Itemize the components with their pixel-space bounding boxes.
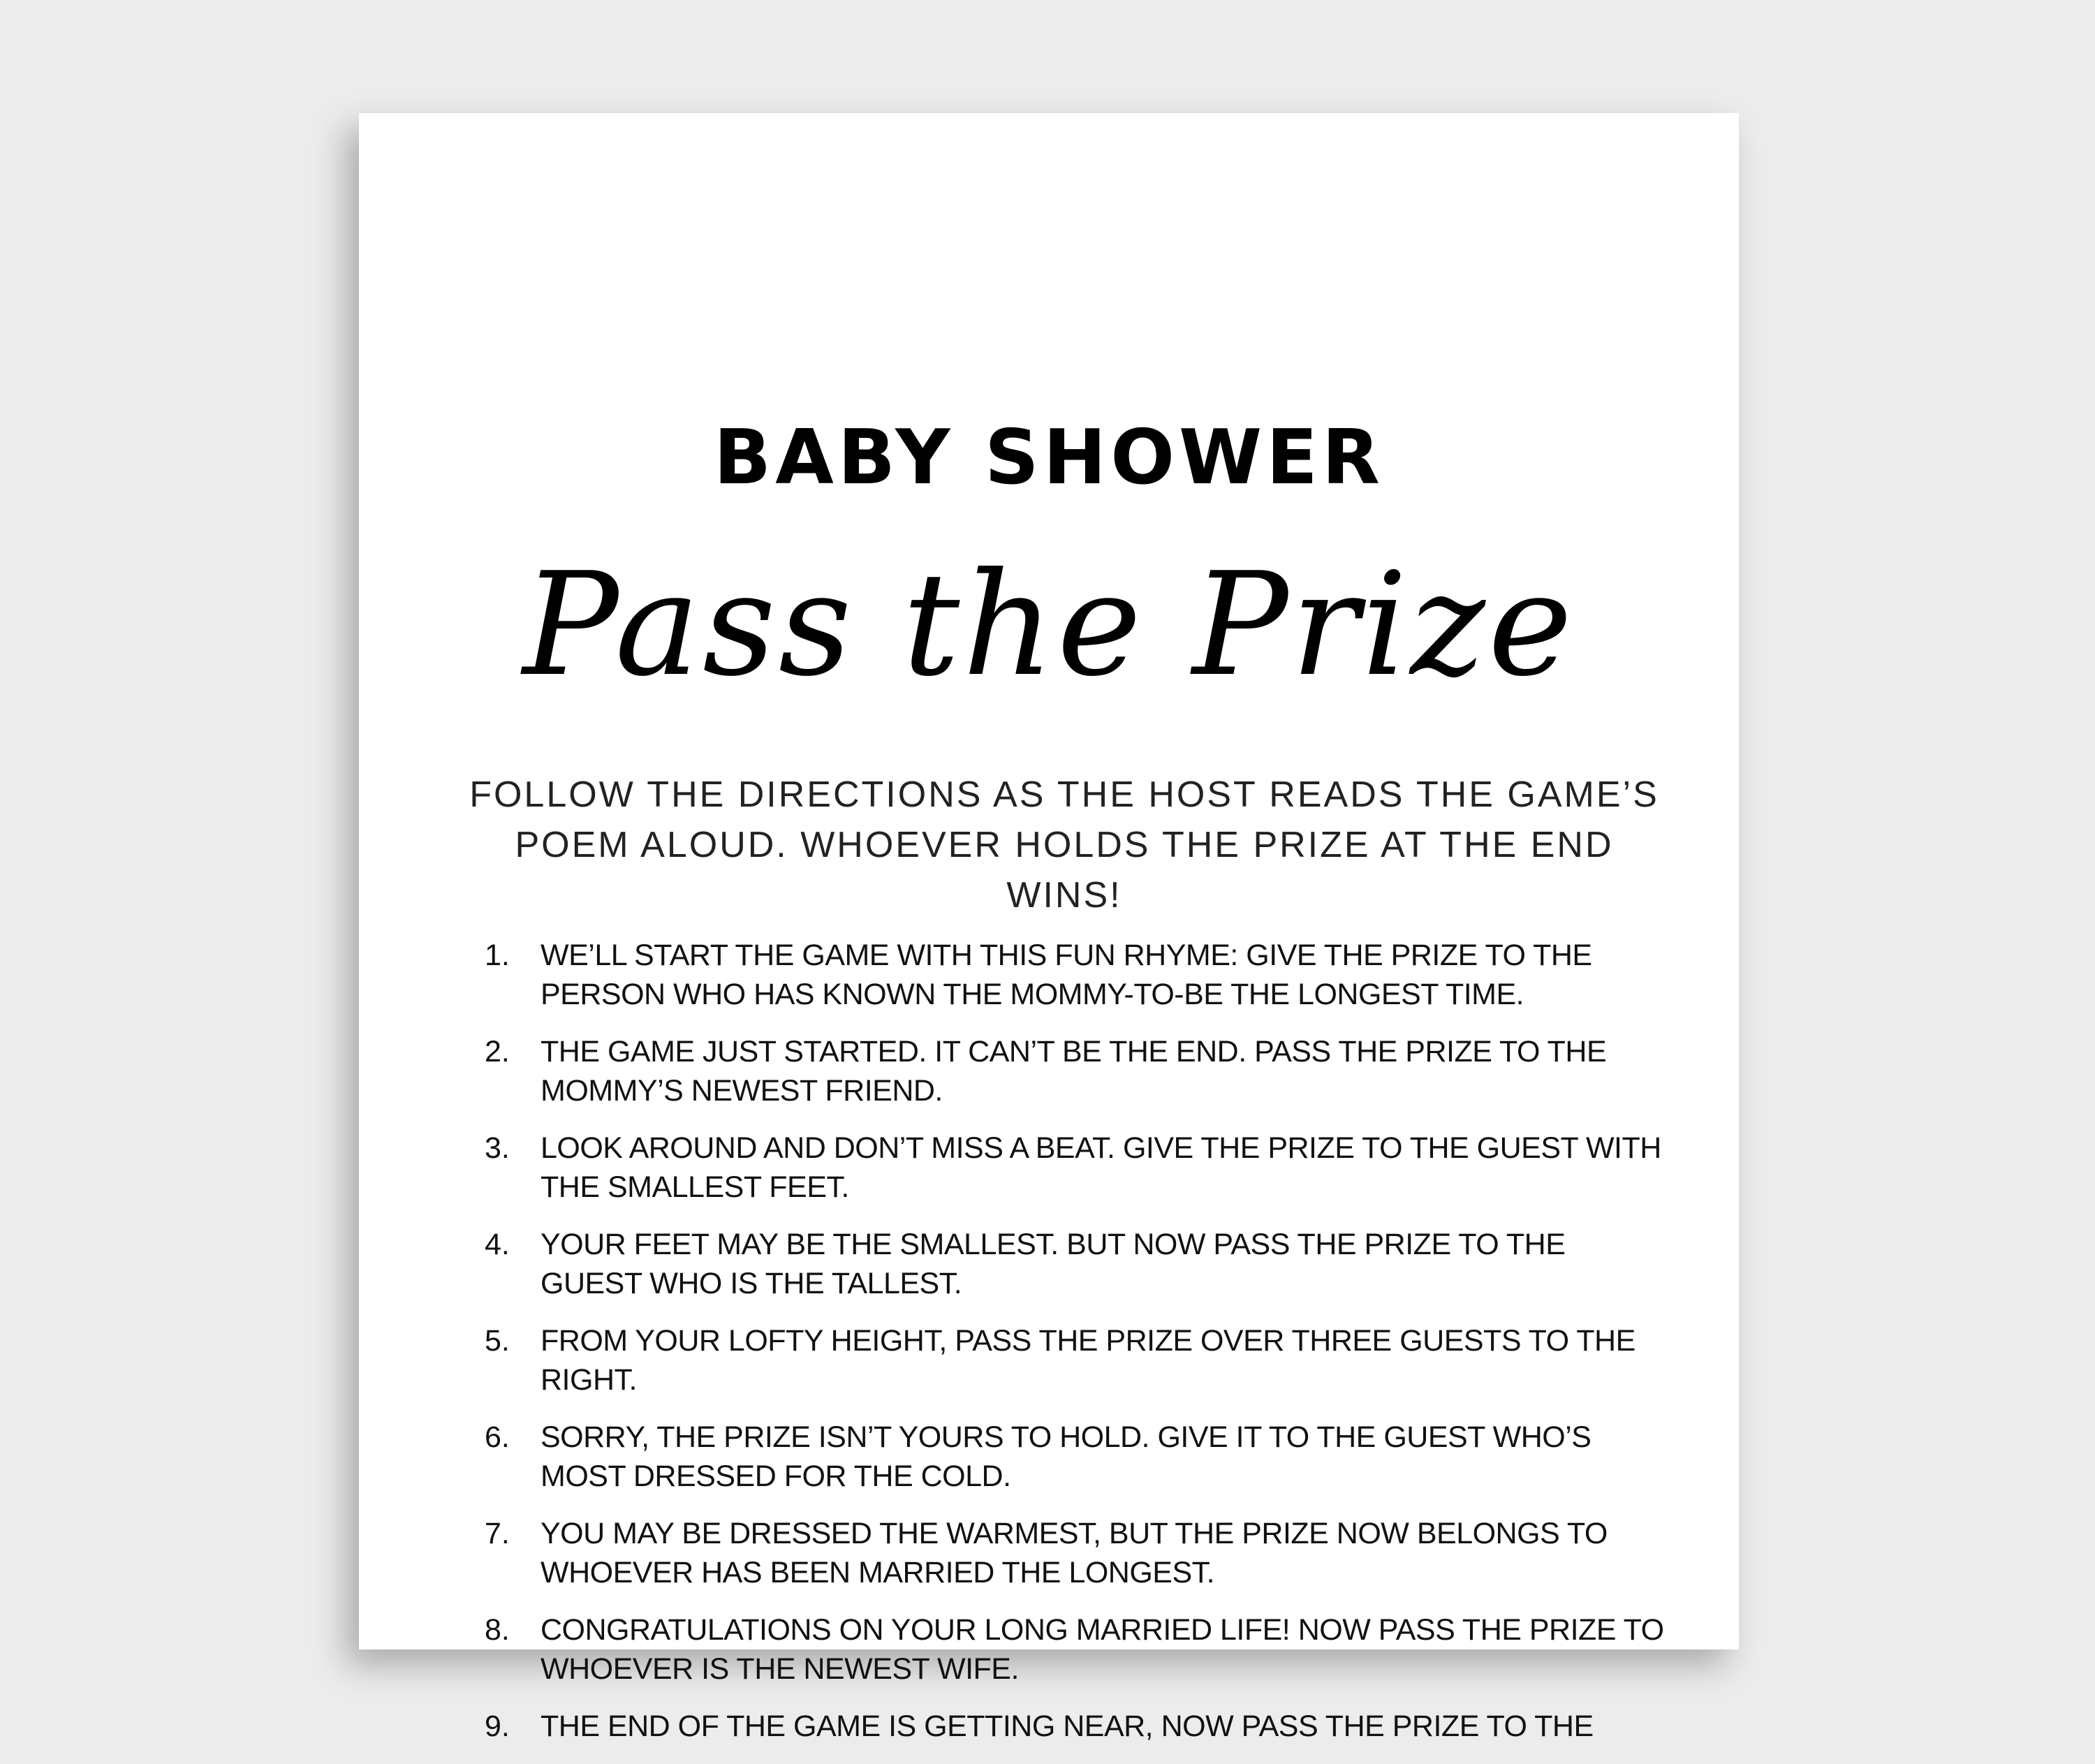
step-text: THE END OF THE GAME IS GETTING NEAR, NOW PASS THE PRIZE TO THE bbox=[541, 1710, 1594, 1743]
intro-line-1: FOLLOW THE DIRECTIONS AS THE HOST READS THE GAME’S bbox=[469, 774, 1659, 815]
step-number: 9. bbox=[485, 1710, 510, 1743]
list-item bbox=[485, 936, 1672, 1014]
step-number: 8. bbox=[485, 1613, 510, 1647]
list-item bbox=[485, 1418, 1672, 1496]
step-text: FROM YOUR LOFTY HEIGHT, PASS THE PRIZE OVER THREE GUESTS TO THE RIGHT. bbox=[541, 1324, 1635, 1397]
page-title: Pass the Prize bbox=[522, 543, 1575, 708]
step-number: 5. bbox=[485, 1324, 510, 1358]
steps-list bbox=[485, 936, 1672, 1764]
step-text: LOOK AROUND AND DON’T MISS A BEAT. GIVE THE PRIZE TO THE GUEST WITH THE SMALLEST FEET. bbox=[541, 1131, 1661, 1204]
list-item bbox=[485, 1321, 1672, 1399]
step-text: WE’LL START THE GAME WITH THIS FUN RHYME: GIVE THE PRIZE TO THE PERSON WHO HAS KNOWN THE MOMMY-TO-BE THE LONGEST TIME. bbox=[541, 939, 1592, 1011]
step-text: THE GAME JUST STARTED. IT CAN’T BE THE END. PASS THE PRIZE TO THE MOMMY’S NEWEST FRIEND. bbox=[541, 1035, 1607, 1108]
intro-instructions bbox=[457, 770, 1672, 920]
step-text: SORRY, THE PRIZE ISN’T YOURS TO HOLD. GIVE IT TO THE GUEST WHO’S MOST DRESSED FOR THE COLD. bbox=[541, 1420, 1592, 1493]
eyebrow-heading: BABY SHOWER bbox=[713, 414, 1385, 501]
list-item bbox=[485, 1610, 1672, 1689]
intro-line-2: POEM ALOUD. WHOEVER HOLDS THE PRIZE AT THE END WINS! bbox=[515, 825, 1614, 916]
list-item bbox=[485, 1129, 1672, 1207]
step-number: 7. bbox=[485, 1517, 510, 1550]
step-text: YOU MAY BE DRESSED THE WARMEST, BUT THE PRIZE NOW BELONGS TO WHOEVER HAS BEEN MARRIED THE LONGEST. bbox=[541, 1517, 1608, 1589]
step-text: CONGRATULATIONS ON YOUR LONG MARRIED LIFE! NOW PASS THE PRIZE TO WHOEVER IS THE NEWEST WIFE. bbox=[541, 1613, 1664, 1686]
list-item bbox=[485, 1032, 1672, 1110]
list-item bbox=[485, 1225, 1672, 1303]
step-text: YOUR FEET MAY BE THE SMALLEST. BUT NOW PASS THE PRIZE TO THE GUEST WHO IS THE TALLEST. bbox=[541, 1228, 1566, 1300]
step-number: 1. bbox=[485, 939, 510, 972]
list-item bbox=[485, 1514, 1672, 1592]
step-number: 4. bbox=[485, 1228, 510, 1261]
step-number: 3. bbox=[485, 1131, 510, 1165]
game-sheet bbox=[359, 113, 1739, 1743]
list-item bbox=[485, 1707, 1672, 1746]
step-number: 2. bbox=[485, 1035, 510, 1068]
step-number: 6. bbox=[485, 1420, 510, 1454]
